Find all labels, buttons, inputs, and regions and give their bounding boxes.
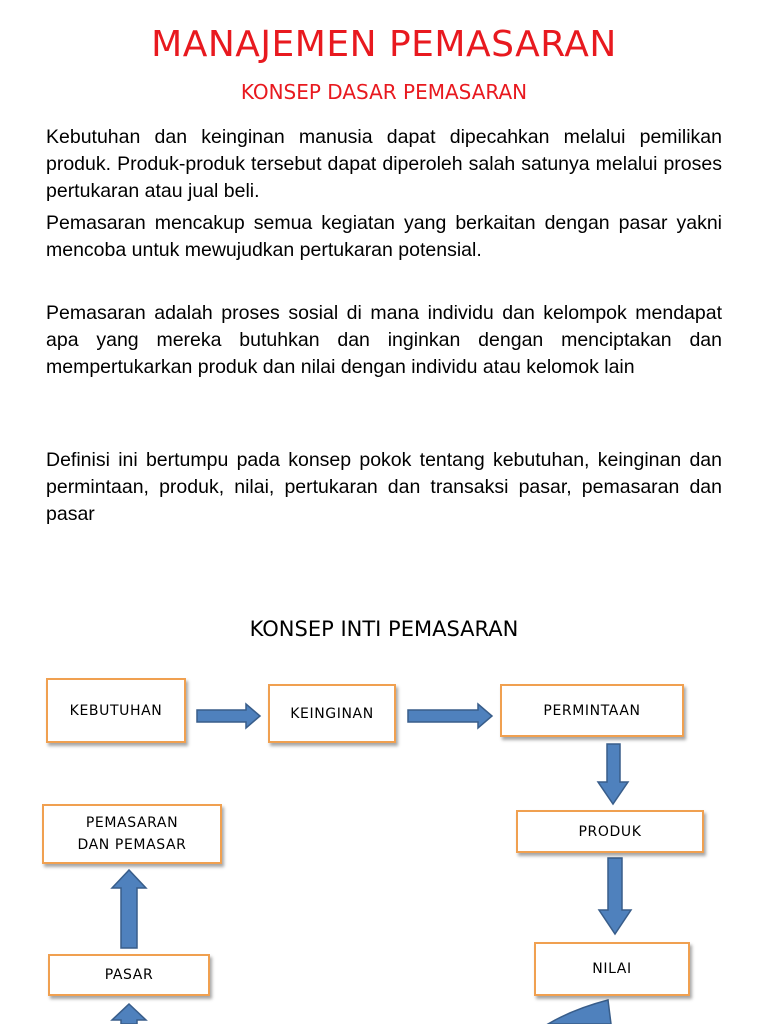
paragraph-3: Pemasaran adalah proses sosial di mana individu dan kelompok mendapat apa yang mereka butuhkan dan inginkan dengan menciptakan dan mempertukarkan produk dan nilai dengan individu atau kelomok lain	[46, 302, 722, 378]
node-produk-label: PRODUK	[578, 823, 642, 840]
paragraph-1: Kebutuhan dan keinginan manusia dapat dipecahkan melalui pemilikan produk. Produk-produk tersebut dapat diperoleh salah satunya melalui proses pertukaran atau jual beli.	[46, 126, 722, 202]
node-pemasaran-dan-pemasar	[42, 804, 222, 864]
arrow-keinginan-permintaan	[408, 704, 492, 728]
node-permintaan	[500, 684, 684, 737]
node-keinginan-label: KEINGINAN	[290, 705, 374, 722]
node-permintaan-label: PERMINTAAN	[543, 702, 641, 719]
node-nilai-label: NILAI	[592, 961, 632, 977]
page-subtitle: KONSEP DASAR PEMASARAN	[240, 80, 528, 104]
paragraph-2: Pemasaran mencakup semua kegiatan yang berkaitan dengan pasar yakni mencoba untuk mewujudkan pertukaran potensial.	[46, 212, 722, 261]
node-kebutuhan	[46, 678, 186, 743]
arrow-permintaan-produk	[598, 744, 628, 804]
node-pasar	[48, 954, 210, 996]
node-produk	[516, 810, 704, 853]
node-nilai	[534, 942, 690, 996]
node-pasar-label: PASAR	[104, 967, 154, 983]
arrow-into-pasar	[112, 1004, 146, 1024]
diagram-title: KONSEP INTI PEMASARAN	[249, 617, 519, 641]
arrow-pasar-pemasaran	[112, 870, 146, 948]
page-title: MANAJEMEN PEMASARAN	[151, 24, 617, 65]
arrow-produk-nilai	[599, 858, 631, 934]
node-pemasaran-label-line2: DAN PEMASAR	[77, 837, 187, 853]
node-keinginan	[268, 684, 396, 743]
arrow-kebutuhan-keinginan	[197, 704, 260, 728]
node-pemasaran-label-line1: PEMASARAN	[85, 815, 179, 831]
node-kebutuhan-label: KEBUTUHAN	[69, 702, 163, 719]
arrow-nilai-curve	[548, 1000, 611, 1024]
paragraph-4: Definisi ini bertumpu pada konsep pokok tentang kebutuhan, keinginan dan permintaan, produk, nilai, pertukaran dan transaksi pasar, pemasaran dan pasar	[46, 449, 722, 525]
